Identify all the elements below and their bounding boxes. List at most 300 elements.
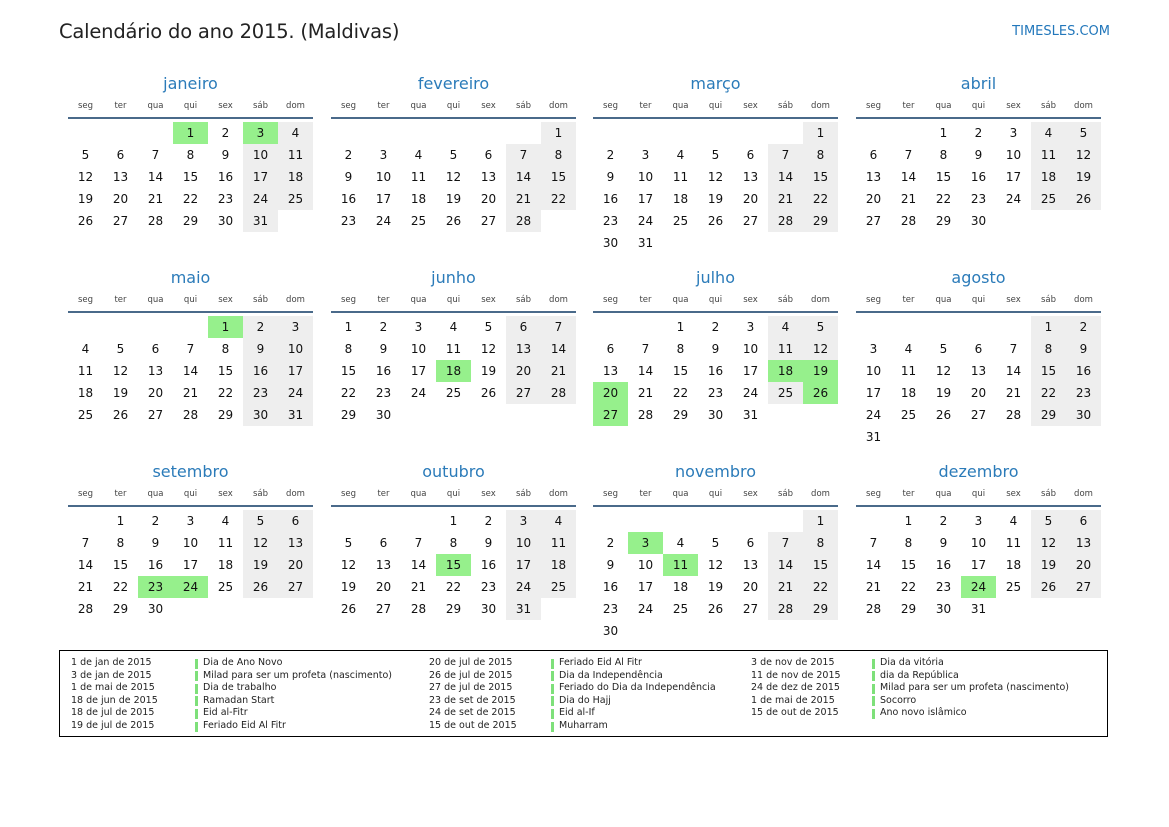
- day-cell: 23: [1066, 382, 1101, 404]
- header-divider: [856, 117, 1101, 119]
- day-cell: 3: [379, 148, 388, 162]
- day-cell: 6: [116, 148, 125, 162]
- day-cell: 13: [375, 558, 392, 572]
- day-cell: 9: [379, 342, 388, 356]
- day-cell: 22: [541, 188, 576, 210]
- day-cell: 15: [935, 170, 952, 184]
- day-cell: 21: [865, 580, 882, 594]
- day-cell: 15: [672, 364, 689, 378]
- weekday-header: dom: [286, 101, 305, 111]
- day-cell: 30: [1066, 404, 1101, 426]
- day-cell: 19: [707, 580, 724, 594]
- day-cell: 10: [970, 536, 987, 550]
- day-cell: 15: [112, 558, 129, 572]
- day-cell: 6: [974, 342, 983, 356]
- day-cell: 1: [541, 122, 576, 144]
- day-cell: 8: [186, 148, 195, 162]
- day-cell: 23: [340, 214, 357, 228]
- day-cell: 17: [637, 580, 654, 594]
- day-cell: 26: [1031, 576, 1066, 598]
- day-cell: 26: [480, 386, 497, 400]
- holiday-day-cell: 3: [243, 122, 278, 144]
- day-cell: 15: [541, 166, 576, 188]
- day-cell: 2: [243, 316, 278, 338]
- day-cell: 27: [112, 214, 129, 228]
- weekday-header: dom: [1074, 295, 1093, 305]
- day-cell: 19: [445, 192, 462, 206]
- day-cell: 17: [742, 364, 759, 378]
- day-cell: 8: [221, 342, 230, 356]
- day-cell: 8: [904, 536, 913, 550]
- day-cell: 9: [1066, 338, 1101, 360]
- legend-marker: [551, 684, 554, 694]
- day-cell: 3: [414, 320, 423, 334]
- weekday-header: sáb: [777, 295, 794, 305]
- day-cell: 11: [541, 532, 576, 554]
- weekday-header: ter: [902, 101, 915, 111]
- day-cell: 11: [278, 144, 313, 166]
- day-cell: 2: [484, 514, 493, 528]
- day-cell: 14: [1005, 364, 1022, 378]
- day-cell: 8: [541, 144, 576, 166]
- day-cell: 14: [147, 170, 164, 184]
- day-cell: 17: [278, 360, 313, 382]
- day-cell: 30: [602, 236, 619, 250]
- day-cell: 22: [900, 580, 917, 594]
- day-cell: 10: [243, 144, 278, 166]
- legend-holiday-name: Eid al-Fitr: [203, 707, 248, 719]
- day-cell: 16: [243, 360, 278, 382]
- day-cell: 24: [1005, 192, 1022, 206]
- holiday-day-cell: 24: [961, 576, 996, 598]
- day-cell: 9: [606, 558, 615, 572]
- month-name: outubro: [422, 462, 485, 481]
- day-cell: 15: [217, 364, 234, 378]
- day-cell: 28: [541, 382, 576, 404]
- day-cell: 23: [243, 382, 278, 404]
- weekday-header: ter: [114, 295, 127, 305]
- day-cell: 12: [112, 364, 129, 378]
- day-cell: 17: [375, 192, 392, 206]
- weekday-header: dom: [1074, 489, 1093, 499]
- day-cell: 18: [217, 558, 234, 572]
- day-cell: 28: [182, 408, 199, 422]
- day-cell: 14: [900, 170, 917, 184]
- legend-holiday-name: dia da República: [880, 669, 959, 681]
- weekday-header: sáb: [252, 295, 269, 305]
- day-cell: 7: [506, 144, 541, 166]
- legend-holiday-name: Feriado Eid Al Fitr: [559, 657, 642, 668]
- day-cell: 22: [1031, 382, 1066, 404]
- day-cell: 6: [606, 342, 615, 356]
- day-cell: 4: [676, 148, 685, 162]
- day-cell: 19: [1066, 166, 1101, 188]
- day-cell: 11: [410, 170, 427, 184]
- day-cell: 17: [410, 364, 427, 378]
- page-title: Calendário do ano 2015. (Maldivas): [59, 20, 400, 43]
- day-cell: 9: [606, 170, 615, 184]
- day-cell: 26: [707, 214, 724, 228]
- day-cell: 27: [480, 214, 497, 228]
- weekday-header: ter: [377, 295, 390, 305]
- weekday-header: sáb: [252, 101, 269, 111]
- day-cell: 29: [803, 210, 838, 232]
- day-cell: 13: [742, 170, 759, 184]
- day-cell: 10: [410, 342, 427, 356]
- month-name: fevereiro: [417, 74, 490, 93]
- legend-date: 20 de jul de 2015: [429, 657, 513, 668]
- day-cell: 22: [217, 386, 234, 400]
- day-cell: 1: [803, 122, 838, 144]
- day-cell: 13: [742, 558, 759, 572]
- day-cell: 13: [506, 338, 541, 360]
- weekday-header: qua: [672, 101, 689, 111]
- day-cell: 4: [768, 316, 803, 338]
- day-cell: 10: [637, 558, 654, 572]
- day-cell: 11: [900, 364, 917, 378]
- day-cell: 17: [506, 554, 541, 576]
- legend-date: 18 de jun de 2015: [71, 694, 158, 706]
- legend-marker: [551, 722, 554, 732]
- legend-holiday-name: Muharram: [559, 720, 608, 731]
- legend-date: 18 de jul de 2015: [71, 707, 155, 719]
- day-cell: 22: [182, 192, 199, 206]
- day-cell: 28: [77, 602, 94, 616]
- header-divider: [68, 117, 313, 119]
- day-cell: 8: [1031, 338, 1066, 360]
- day-cell: 14: [768, 554, 803, 576]
- day-cell: 3: [1009, 126, 1018, 140]
- weekday-header: dom: [811, 295, 830, 305]
- day-cell: 23: [375, 386, 392, 400]
- weekday-header: sáb: [515, 489, 532, 499]
- day-cell: 15: [900, 558, 917, 572]
- day-cell: 3: [278, 316, 313, 338]
- day-cell: 2: [221, 126, 230, 140]
- weekday-header: ter: [639, 489, 652, 499]
- month-name: dezembro: [938, 462, 1019, 481]
- legend-date: 19 de jul de 2015: [71, 720, 155, 731]
- month-name: abril: [960, 74, 997, 93]
- day-cell: 12: [707, 170, 724, 184]
- day-cell: 11: [768, 338, 803, 360]
- day-cell: 1: [676, 320, 685, 334]
- day-cell: 12: [445, 170, 462, 184]
- day-cell: 9: [243, 338, 278, 360]
- day-cell: 27: [375, 602, 392, 616]
- day-cell: 9: [974, 148, 983, 162]
- weekday-header: sex: [743, 295, 758, 305]
- weekday-header: ter: [377, 489, 390, 499]
- day-cell: 19: [112, 386, 129, 400]
- month-name: junho: [431, 268, 476, 287]
- day-cell: 20: [742, 580, 759, 594]
- weekday-header: sex: [218, 489, 233, 499]
- day-cell: 28: [768, 210, 803, 232]
- day-cell: 16: [602, 580, 619, 594]
- day-cell: 8: [803, 144, 838, 166]
- day-cell: 5: [81, 148, 90, 162]
- legend-date: 24 de set de 2015: [429, 707, 516, 719]
- legend-holiday-name: Ramadan Start: [203, 694, 275, 706]
- holiday-day-cell: 27: [593, 404, 628, 426]
- day-cell: 25: [217, 580, 234, 594]
- header-divider: [331, 117, 576, 119]
- day-cell: 14: [541, 338, 576, 360]
- weekday-header: qui: [446, 295, 461, 305]
- day-cell: 28: [865, 602, 882, 616]
- day-cell: 9: [711, 342, 720, 356]
- day-cell: 31: [637, 236, 654, 250]
- weekday-header: sex: [1006, 295, 1021, 305]
- weekday-header: qui: [971, 489, 986, 499]
- day-cell: 29: [217, 408, 234, 422]
- day-cell: 2: [379, 320, 388, 334]
- day-cell: 6: [506, 316, 541, 338]
- legend-holiday-name: Dia do Hajj: [559, 694, 611, 706]
- day-cell: 7: [1009, 342, 1018, 356]
- day-cell: 2: [344, 148, 353, 162]
- header-divider: [331, 505, 576, 507]
- day-cell: 2: [1066, 316, 1101, 338]
- day-cell: 15: [340, 364, 357, 378]
- day-cell: 3: [746, 320, 755, 334]
- day-cell: 20: [375, 580, 392, 594]
- holiday-legend: [59, 650, 1108, 737]
- day-cell: 6: [746, 148, 755, 162]
- day-cell: 20: [147, 386, 164, 400]
- day-cell: 14: [77, 558, 94, 572]
- day-cell: 12: [340, 558, 357, 572]
- day-cell: 5: [939, 342, 948, 356]
- day-cell: 23: [935, 580, 952, 594]
- weekday-header: qui: [708, 101, 723, 111]
- weekday-header: sáb: [1040, 489, 1057, 499]
- day-cell: 7: [541, 316, 576, 338]
- weekday-header: seg: [602, 101, 619, 111]
- day-cell: 4: [449, 320, 458, 334]
- day-cell: 24: [278, 382, 313, 404]
- day-cell: 23: [480, 580, 497, 594]
- weekday-header: sáb: [777, 101, 794, 111]
- weekday-header: ter: [902, 295, 915, 305]
- day-cell: 28: [900, 214, 917, 228]
- day-cell: 7: [641, 342, 650, 356]
- legend-marker: [195, 722, 198, 732]
- weekday-header: ter: [639, 101, 652, 111]
- day-cell: 7: [81, 536, 90, 550]
- day-cell: 13: [480, 170, 497, 184]
- holiday-day-cell: 15: [436, 554, 471, 576]
- legend-marker: [195, 671, 198, 681]
- day-cell: 4: [1031, 122, 1066, 144]
- day-cell: 17: [243, 166, 278, 188]
- day-cell: 5: [449, 148, 458, 162]
- day-cell: 28: [768, 598, 803, 620]
- weekday-header: qui: [708, 295, 723, 305]
- weekday-header: ter: [639, 295, 652, 305]
- weekday-header: sáb: [515, 295, 532, 305]
- day-cell: 14: [410, 558, 427, 572]
- day-cell: 1: [1031, 316, 1066, 338]
- legend-marker: [872, 671, 875, 681]
- day-cell: 2: [151, 514, 160, 528]
- day-cell: 16: [147, 558, 164, 572]
- day-cell: 21: [541, 360, 576, 382]
- day-cell: 19: [77, 192, 94, 206]
- weekday-header: seg: [602, 295, 619, 305]
- day-cell: 20: [480, 192, 497, 206]
- day-cell: 13: [112, 170, 129, 184]
- day-cell: 16: [707, 364, 724, 378]
- day-cell: 18: [1005, 558, 1022, 572]
- day-cell: 23: [217, 192, 234, 206]
- day-cell: 25: [1031, 188, 1066, 210]
- day-cell: 19: [480, 364, 497, 378]
- day-cell: 14: [182, 364, 199, 378]
- day-cell: 30: [147, 602, 164, 616]
- legend-marker: [551, 696, 554, 706]
- day-cell: 6: [379, 536, 388, 550]
- month-name: agosto: [951, 268, 1006, 287]
- day-cell: 28: [506, 210, 541, 232]
- day-cell: 14: [768, 166, 803, 188]
- day-cell: 11: [445, 342, 462, 356]
- day-cell: 17: [865, 386, 882, 400]
- day-cell: 4: [414, 148, 423, 162]
- weekday-header: sex: [218, 295, 233, 305]
- day-cell: 25: [77, 408, 94, 422]
- weekday-header: ter: [902, 489, 915, 499]
- holiday-day-cell: 18: [768, 360, 803, 382]
- day-cell: 30: [480, 602, 497, 616]
- day-cell: 13: [602, 364, 619, 378]
- day-cell: 24: [742, 386, 759, 400]
- month-name: janeiro: [163, 74, 218, 93]
- day-cell: 29: [803, 598, 838, 620]
- holiday-day-cell: 23: [138, 576, 173, 598]
- day-cell: 28: [1005, 408, 1022, 422]
- day-cell: 4: [904, 342, 913, 356]
- day-cell: 21: [147, 192, 164, 206]
- weekday-header: dom: [286, 295, 305, 305]
- day-cell: 16: [602, 192, 619, 206]
- day-cell: 1: [449, 514, 458, 528]
- weekday-header: qua: [410, 295, 427, 305]
- weekday-header: qua: [147, 489, 164, 499]
- day-cell: 21: [77, 580, 94, 594]
- day-cell: 1: [116, 514, 125, 528]
- legend-date: 15 de out de 2015: [429, 720, 517, 731]
- day-cell: 4: [278, 122, 313, 144]
- day-cell: 29: [340, 408, 357, 422]
- day-cell: 29: [935, 214, 952, 228]
- day-cell: 20: [742, 192, 759, 206]
- legend-date: 11 de nov de 2015: [751, 669, 841, 681]
- day-cell: 5: [711, 148, 720, 162]
- weekday-header: sex: [481, 295, 496, 305]
- legend-holiday-name: Feriado do Dia da Independência: [559, 682, 716, 694]
- day-cell: 5: [484, 320, 493, 334]
- legend-holiday-name: Milad para ser um profeta (nascimento): [880, 682, 1069, 694]
- weekday-header: qua: [672, 295, 689, 305]
- day-cell: 13: [278, 532, 313, 554]
- day-cell: 9: [221, 148, 230, 162]
- day-cell: 21: [410, 580, 427, 594]
- day-cell: 24: [375, 214, 392, 228]
- day-cell: 1: [803, 510, 838, 532]
- day-cell: 11: [672, 170, 689, 184]
- weekday-header: sex: [743, 489, 758, 499]
- day-cell: 10: [506, 532, 541, 554]
- day-cell: 23: [602, 214, 619, 228]
- day-cell: 21: [768, 188, 803, 210]
- weekday-header: sáb: [1040, 295, 1057, 305]
- weekday-header: qui: [446, 101, 461, 111]
- day-cell: 14: [506, 166, 541, 188]
- day-cell: 6: [278, 510, 313, 532]
- weekday-header: seg: [77, 295, 94, 305]
- day-cell: 25: [900, 408, 917, 422]
- day-cell: 25: [445, 386, 462, 400]
- day-cell: 13: [147, 364, 164, 378]
- day-cell: 3: [186, 514, 195, 528]
- day-cell: 20: [112, 192, 129, 206]
- day-cell: 12: [1066, 144, 1101, 166]
- day-cell: 20: [865, 192, 882, 206]
- day-cell: 5: [711, 536, 720, 550]
- day-cell: 26: [707, 602, 724, 616]
- day-cell: 12: [935, 364, 952, 378]
- day-cell: 10: [865, 364, 882, 378]
- day-cell: 5: [243, 510, 278, 532]
- legend-marker: [195, 659, 198, 669]
- weekday-header: qui: [183, 489, 198, 499]
- header-divider: [593, 117, 838, 119]
- day-cell: 20: [970, 386, 987, 400]
- legend-holiday-name: Ano novo islâmico: [880, 707, 967, 719]
- weekday-header: dom: [811, 489, 830, 499]
- day-cell: 18: [672, 580, 689, 594]
- day-cell: 31: [742, 408, 759, 422]
- day-cell: 22: [340, 386, 357, 400]
- day-cell: 12: [480, 342, 497, 356]
- day-cell: 29: [112, 602, 129, 616]
- day-cell: 12: [1031, 532, 1066, 554]
- weekday-header: seg: [865, 295, 882, 305]
- day-cell: 2: [606, 536, 615, 550]
- holiday-day-cell: 3: [628, 532, 663, 554]
- day-cell: 20: [278, 554, 313, 576]
- site-brand-link[interactable]: TIMESLES.COM: [1012, 24, 1110, 39]
- day-cell: 26: [340, 602, 357, 616]
- weekday-header: qui: [183, 101, 198, 111]
- legend-marker: [195, 709, 198, 719]
- legend-date: 24 de dez de 2015: [751, 682, 840, 694]
- day-cell: 28: [410, 602, 427, 616]
- day-cell: 26: [935, 408, 952, 422]
- weekday-header: sáb: [1040, 101, 1057, 111]
- day-cell: 25: [672, 214, 689, 228]
- day-cell: 31: [506, 598, 541, 620]
- header-divider: [68, 311, 313, 313]
- day-cell: 8: [116, 536, 125, 550]
- weekday-header: qui: [971, 101, 986, 111]
- legend-date: 3 de nov de 2015: [751, 657, 835, 668]
- day-cell: 1: [904, 514, 913, 528]
- legend-holiday-name: Dia de trabalho: [203, 682, 277, 694]
- month-name: março: [690, 74, 741, 93]
